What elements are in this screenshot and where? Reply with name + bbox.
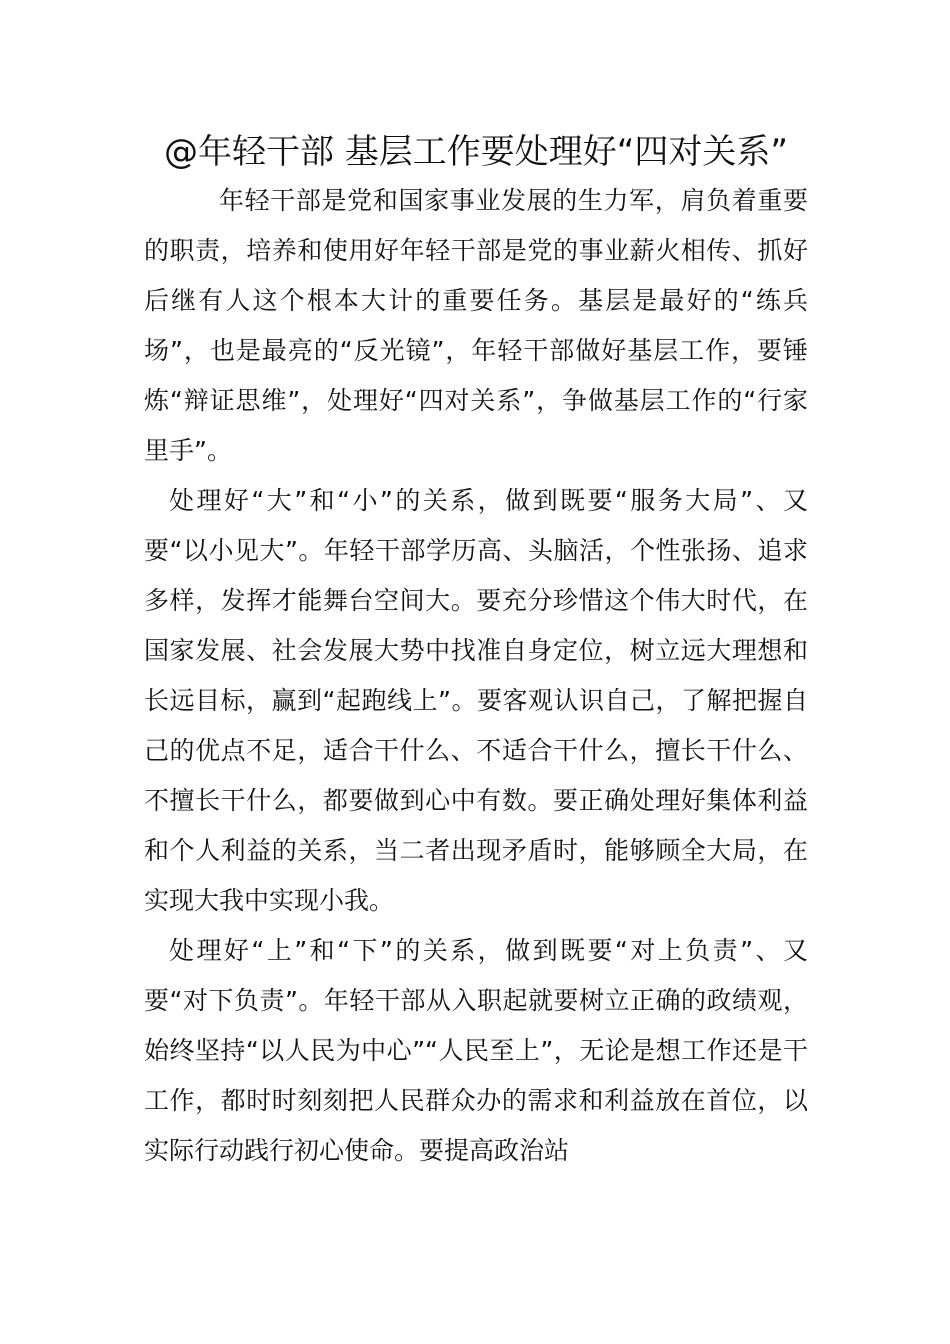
document-title: @年轻干部 基层工作要处理好“四对关系” xyxy=(163,132,789,172)
document-body xyxy=(144,128,808,1176)
paragraph-up-down: 处理好“上”和“下”的关系，做到既要“对上负责”、又要“对下负责”。年轻干部从入职起就要树立正确的政绩观，始终坚持“以人民为中心”“人民至上”，无论是想工作还是干工作，都时时刻刻把人民群众办的需求和利益放在首位，以实际行动践行初心使命。要提高政治站 xyxy=(144,936,808,1165)
paragraph-big-small: 处理好“大”和“小”的关系，做到既要“服务大局”、又要“以小见大”。年轻干部学历高、头脑活，个性张扬、追求多样，发挥才能舞台空间大。要充分珍惜这个伟大时代，在国家发展、社会发展大势中找准自身定位，树立远大理想和长远目标，赢到“起跑线上”。要客观认识自己，了解把握自己的优点不足，适合干什么、不适合干什么，擅长干什么、不擅长干什么，都要做到心中有数。要正确处理好集体利益和个人利益的关系，当二者出现矛盾时，能够顾全大局，在实现大我中实现小我。 xyxy=(144,486,808,915)
paragraph-intro: 年轻干部是党和国家事业发展的生力军，肩负着重要的职责，培养和使用好年轻干部是党的事业薪火相传、抓好后继有人这个根本大计的重要任务。基层是最好的“练兵场”，也是最亮的“反光镜”，年轻干部做好基层工作，要锤炼“辩证思维”，处理好“四对关系”，争做基层工作的“行家里手”。 xyxy=(144,186,808,465)
